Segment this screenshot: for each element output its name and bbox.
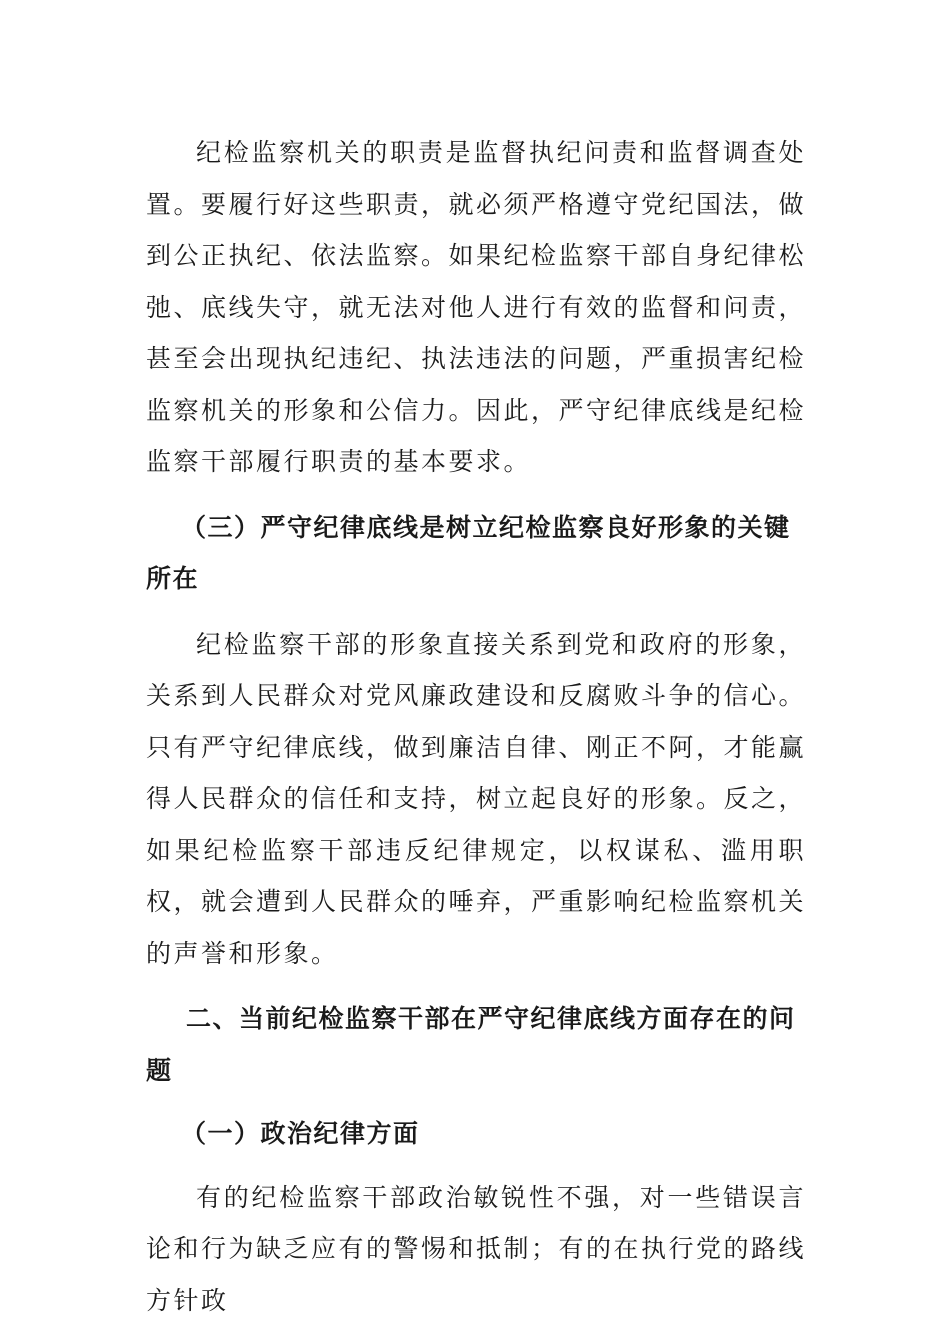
body-paragraph: 纪检监察机关的职责是监督执纪问责和监督调查处置。要履行好这些职责，就必须严格遵守党纪国法，做到公正执纪、依法监察。如果纪检监察干部自身纪律松弛、底线失守，就无法对他人进行有效的监督和问责，甚至会出现执纪违纪、执法违法的问题，严重损害纪检监察机关的形象和公信力。因此，严守纪律底线是纪检监察干部履行职责的基本要求。 bbox=[146, 138, 807, 476]
document-body bbox=[146, 127, 806, 1326]
chapter-heading-two: 二、当前纪检监察干部在严守纪律底线方面存在的问题 bbox=[146, 1004, 796, 1085]
body-paragraph: 纪检监察干部的形象直接关系到党和政府的形象，关系到人民群众对党风廉政建设和反腐败斗争的信心。只有严守纪律底线，做到廉洁自律、刚正不阿，才能赢得人民群众的信任和支持，树立起良好的形象。反之，如果纪检监察干部违反纪律规定，以权谋私、滥用职权，就会遭到人民群众的唾弃，严重影响纪检监察机关的声誉和形象。 bbox=[146, 629, 807, 968]
body-paragraph: 有的纪检监察干部政治敏锐性不强，对一些错误言论和行为缺乏应有的警惕和抵制；有的在执行党的路线方针政 bbox=[146, 1182, 807, 1315]
section-heading-one: （一）政治纪律方面 bbox=[181, 1119, 420, 1148]
section-heading-three: （三）严守纪律底线是树立纪检监察良好形象的关键所在 bbox=[146, 512, 791, 593]
